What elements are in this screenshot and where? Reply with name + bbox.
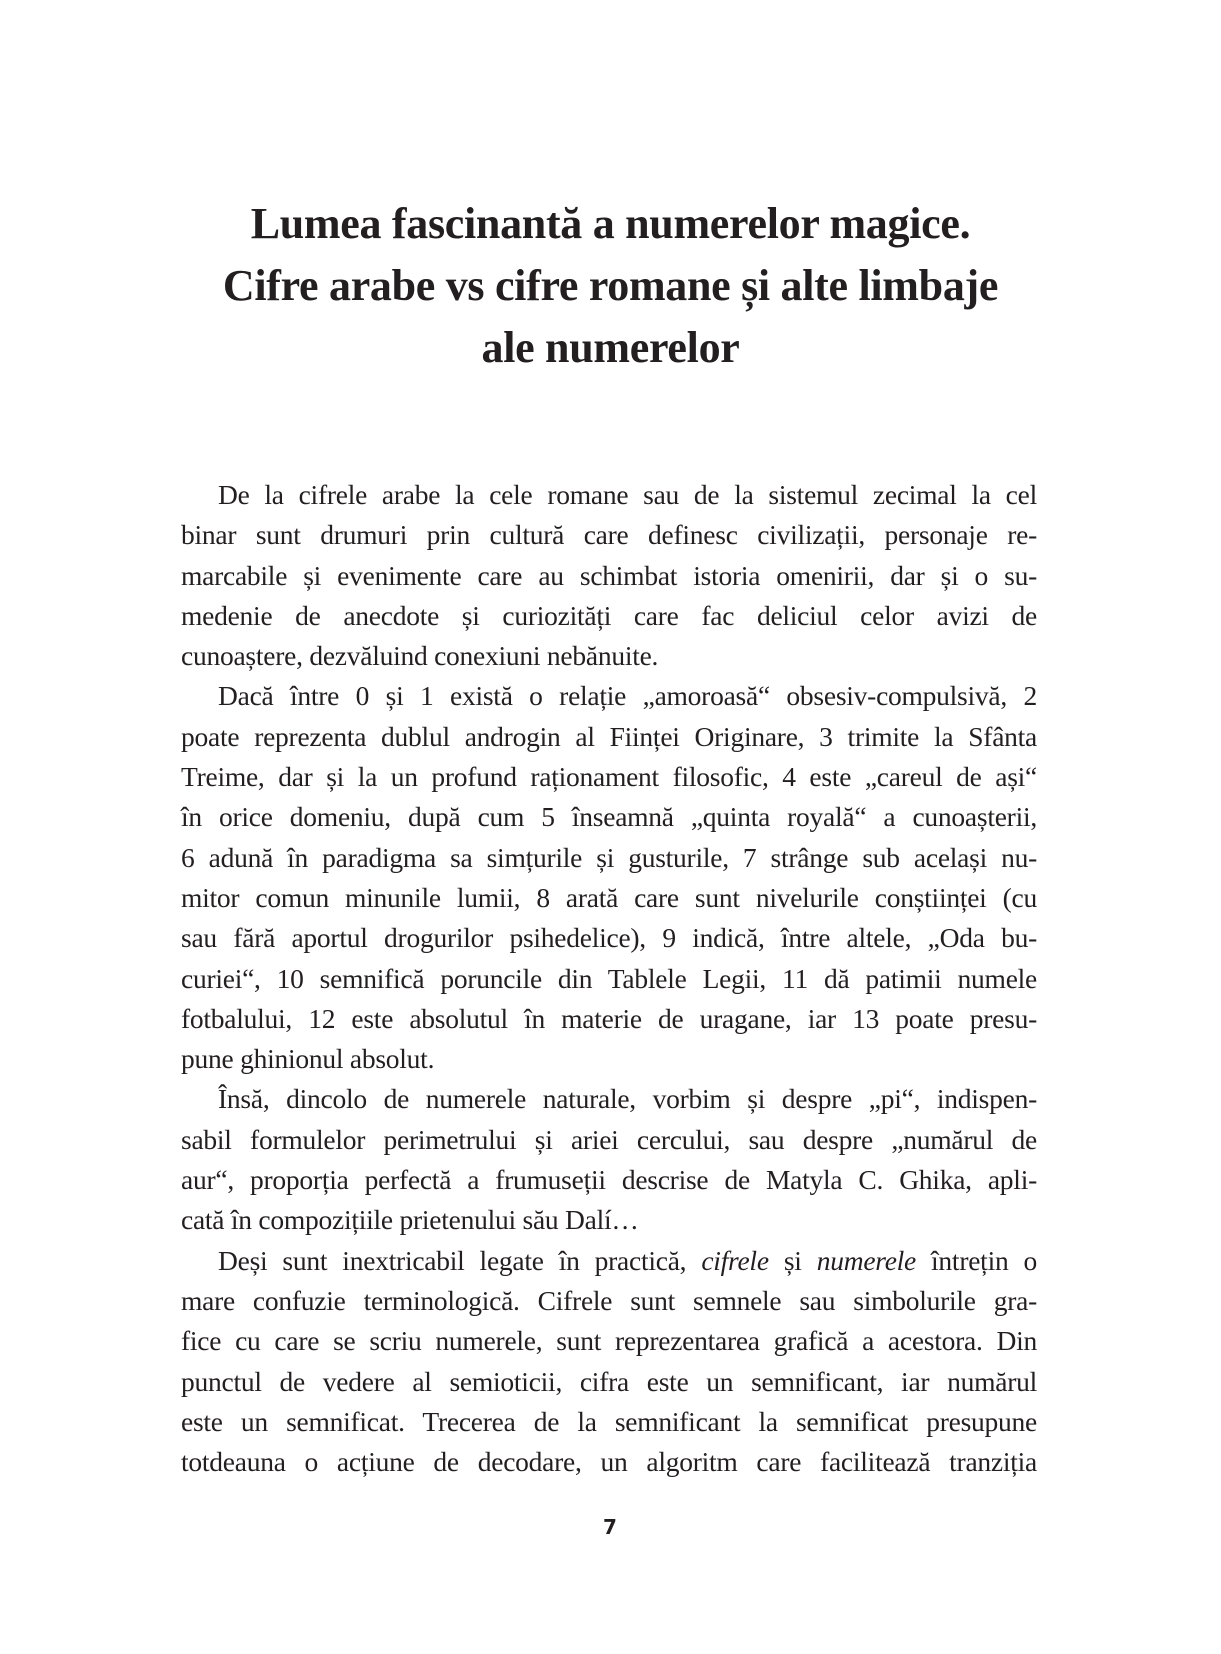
paragraph-intro xyxy=(181,475,1037,676)
paragraph-digits-vs-numbers xyxy=(181,1241,1037,1483)
text-line: cată în compozițiile prietenului său Dalí… xyxy=(181,1204,639,1236)
text-segment: Deși sunt inextricabil legate în practică, xyxy=(218,1244,702,1276)
text-segment: și xyxy=(768,1244,817,1276)
text-line: sau fără aportul drogurilor psihedelice), 9 indică, între altele, „Oda bu- xyxy=(181,922,1037,954)
body-text xyxy=(181,475,1037,1482)
text-line: binar sunt drumuri prin cultură care definesc civilizații, personaje re- xyxy=(181,519,1037,551)
text-line: mare confuzie terminologică. Cifrele sunt semnele sau simbolurile gra- xyxy=(181,1284,1037,1316)
text-line: totdeauna o acțiune de decodare, un algoritm care facilitează tranziția xyxy=(181,1446,1037,1478)
italic-term-cifrele: cifrele xyxy=(701,1244,769,1276)
text-line: sabil formulelor perimetrului și ariei cercului, sau despre „numărul de xyxy=(181,1123,1037,1155)
text-line: Treime, dar și la un profund raționament filosofic, 4 este „careul de ași“ xyxy=(181,761,1037,793)
italic-term-numerele: numerele xyxy=(816,1244,917,1276)
text-line xyxy=(181,1241,1037,1281)
text-line: aur“, proporția perfectă a frumuseții descrise de Matyla C. Ghika, apli- xyxy=(181,1164,1037,1196)
text-line: punctul de vedere al semioticii, cifra este un semnificant, iar numărul xyxy=(181,1365,1037,1397)
text-line: mitor comun minunile lumii, 8 arată care sunt nivelurile conștiinței (cu xyxy=(181,881,1037,913)
text-line: curiei“, 10 semnifică poruncile din Tablele Legii, 11 dă patimii numele xyxy=(181,962,1037,994)
chapter-title-line: ale numerelor xyxy=(481,323,740,372)
text-line: 6 adună în paradigma sa simțurile și gusturile, 7 strânge sub același nu- xyxy=(181,841,1037,873)
text-line: poate reprezenta dublul androgin al Ființei Originare, 3 trimite la Sfânta xyxy=(181,720,1037,752)
text-line: marcabile și evenimente care au schimbat istoria omenirii, dar și o su- xyxy=(181,559,1037,591)
text-line: este un semnificat. Trecerea de la semnificant la semnificat presupune xyxy=(181,1405,1037,1437)
text-line: medenie de anecdote și curiozități care fac deliciul celor avizi de xyxy=(181,599,1037,631)
chapter-title xyxy=(150,193,1071,379)
paragraph-pi-golden-ratio xyxy=(181,1079,1037,1240)
chapter-title-line: Lumea fascinantă a numerelor magice. xyxy=(250,199,971,248)
text-line: cunoaștere, dezvăluind conexiuni nebănuite. xyxy=(181,640,659,672)
text-line: în orice domeniu, după cum 5 înseamnă „quinta royală“ a cunoașterii, xyxy=(181,801,1037,833)
page-number: 7 xyxy=(603,1515,617,1539)
text-line: fotbalului, 12 este absolutul în materie de uragane, iar 13 poate presu- xyxy=(181,1002,1037,1034)
chapter-title-line: Cifre arabe vs cifre romane și alte limbaje xyxy=(222,261,999,310)
text-line: De la cifrele arabe la cele romane sau de la sistemul zecimal la cel xyxy=(218,479,1037,510)
text-line: Dacă între 0 și 1 există o relație „amoroasă“ obsesiv-compulsivă, 2 xyxy=(218,680,1037,712)
text-line: pune ghinionul absolut. xyxy=(181,1043,435,1075)
text-line: Însă, dincolo de numerele naturale, vorbim și despre „pi“, indispen- xyxy=(218,1083,1037,1115)
text-segment: întrețin o xyxy=(916,1244,1037,1276)
text-line: fice cu care se scriu numerele, sunt reprezentarea grafică a acestora. Din xyxy=(181,1325,1037,1357)
paragraph-numbers-meaning xyxy=(181,676,1037,1079)
